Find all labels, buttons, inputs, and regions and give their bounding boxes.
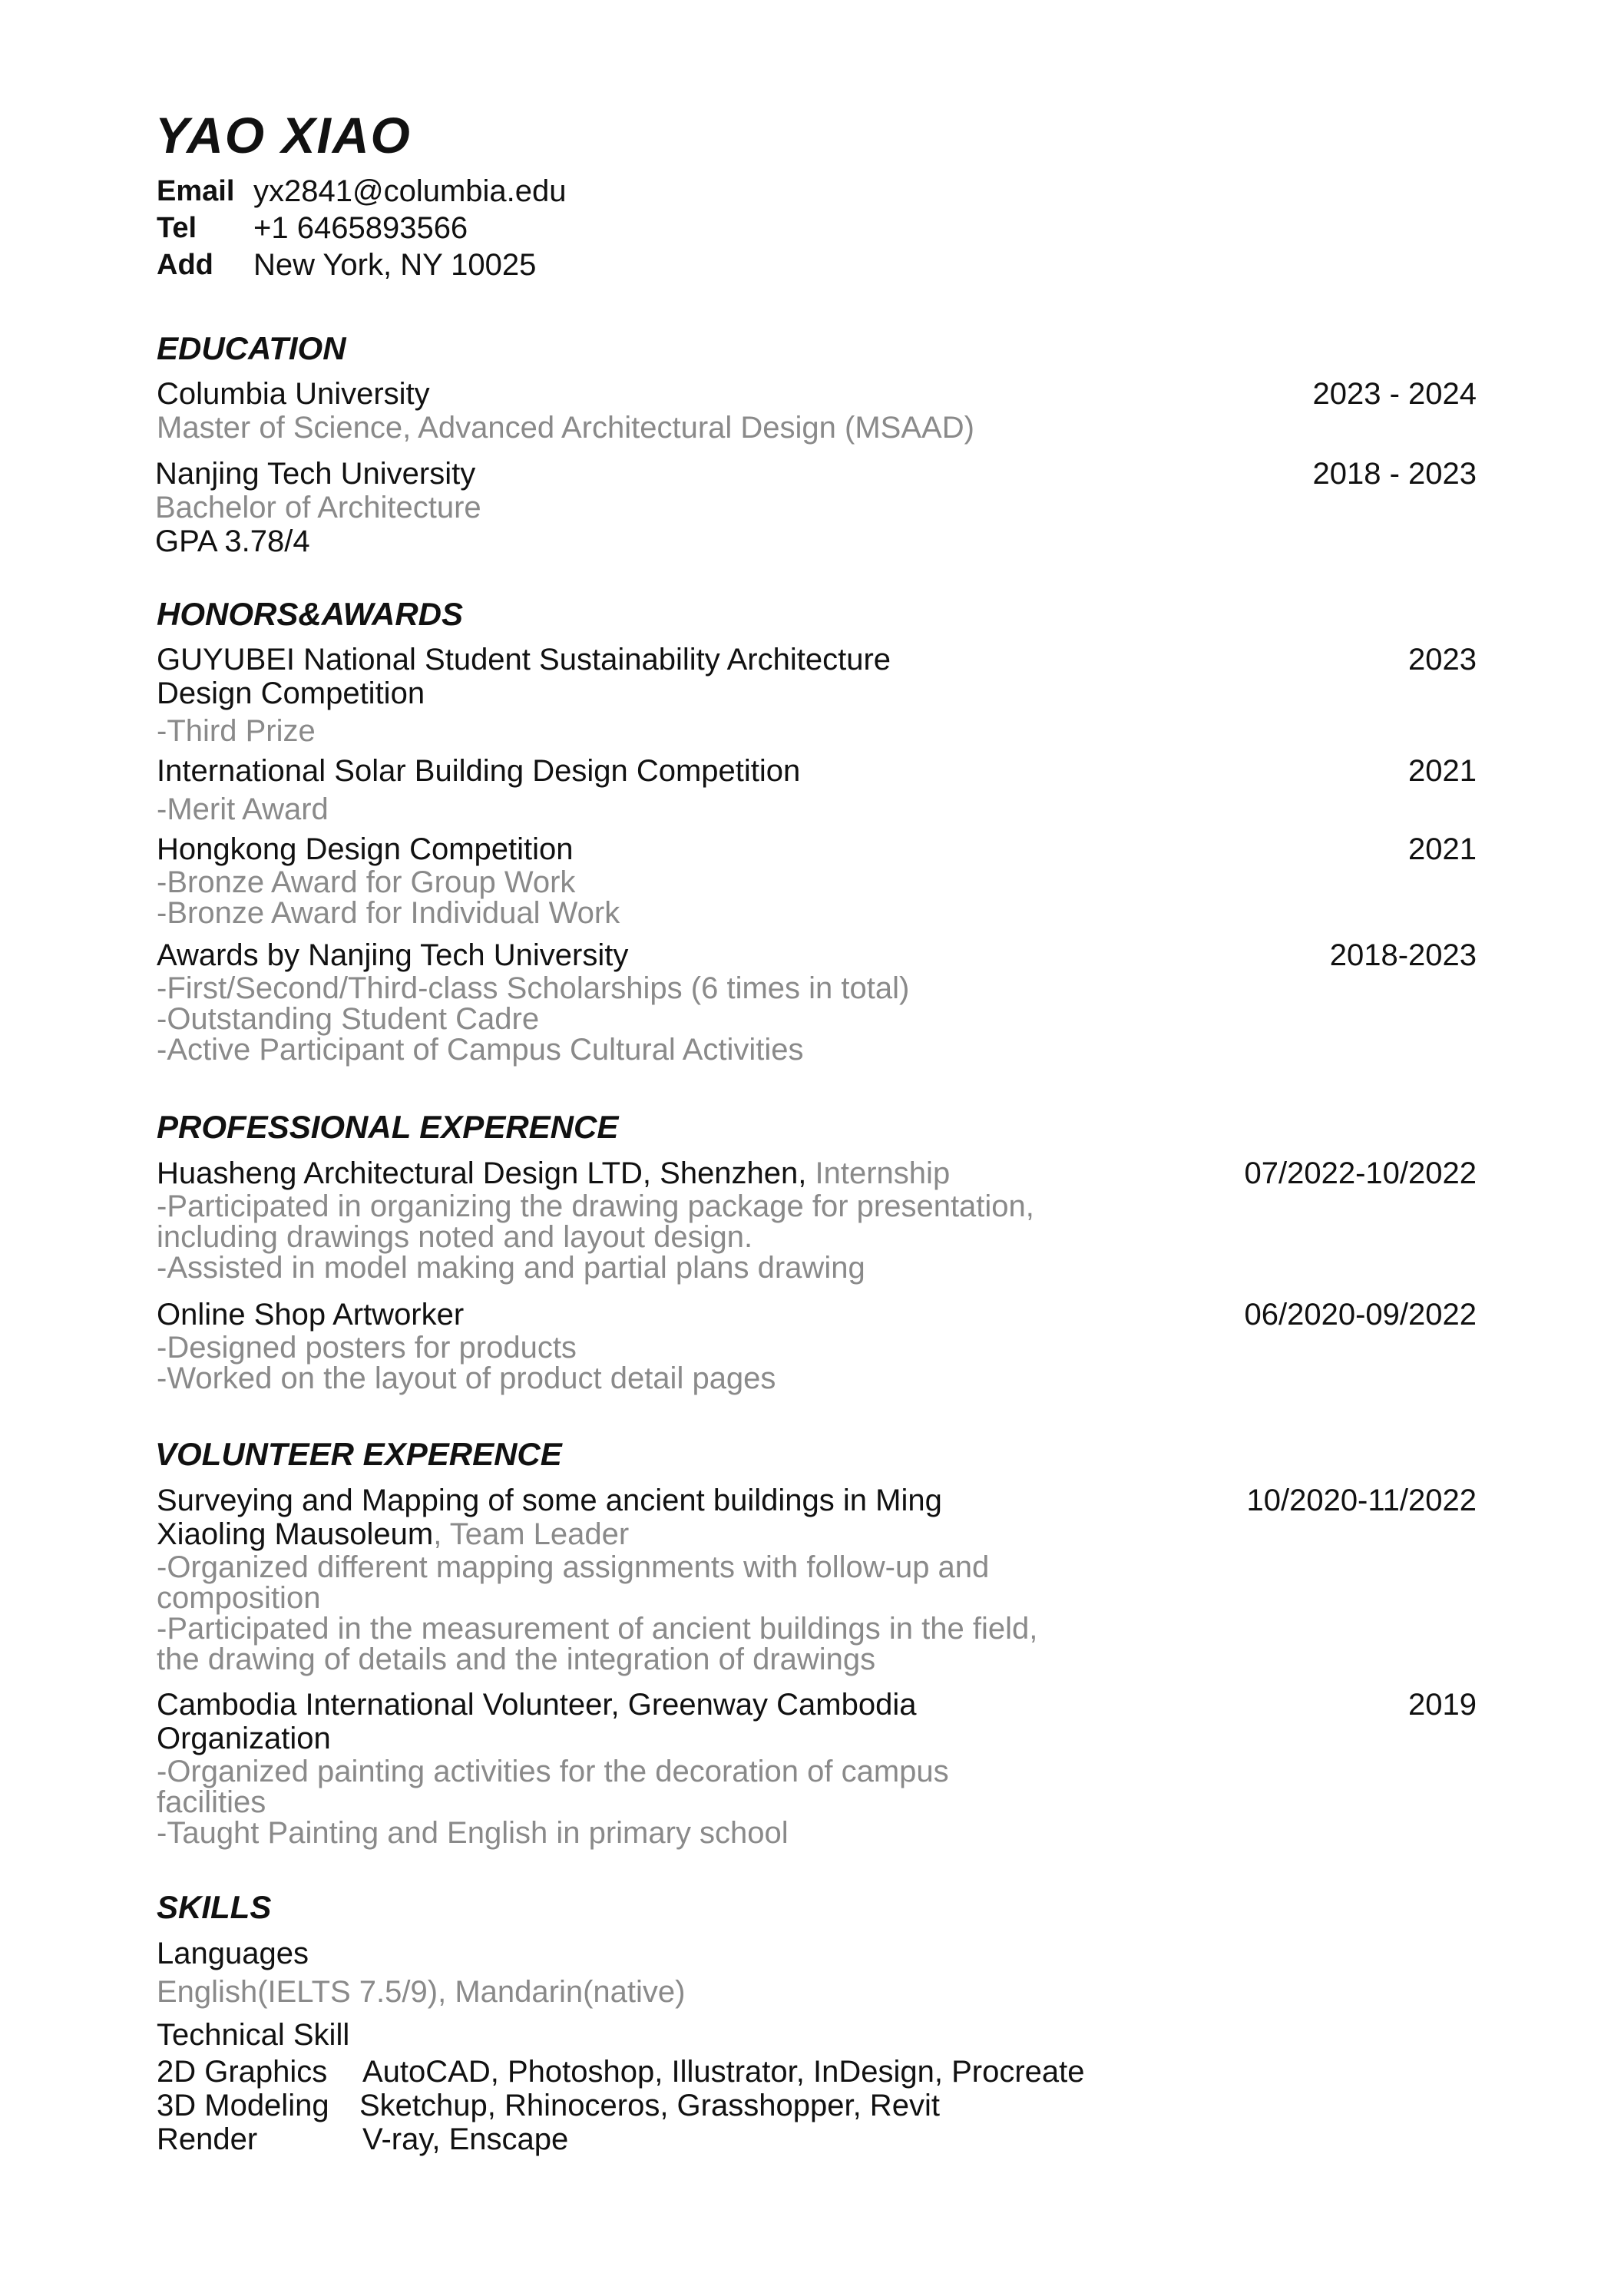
- job-detail: -Designed posters for products: [157, 1331, 577, 1365]
- education-school: Columbia University: [157, 377, 430, 411]
- address-label: Add: [157, 249, 213, 281]
- award-date: 2018-2023: [1329, 938, 1477, 972]
- volunteer-detail: -Organized painting activities for the decoration of campus: [157, 1755, 949, 1788]
- volunteer-org: Surveying and Mapping of some ancient buildings in Ming: [157, 1484, 942, 1517]
- volunteer-role: , Team Leader: [433, 1517, 630, 1551]
- award-name: GUYUBEI National Student Sustainability Architecture: [157, 643, 891, 677]
- education-date: 2018 - 2023: [1312, 457, 1477, 491]
- skill-category: Render: [157, 2122, 258, 2156]
- tel-value: +1 6465893566: [253, 211, 468, 245]
- volunteer-detail: composition: [157, 1581, 321, 1615]
- volunteer-detail: -Participated in the measurement of ancient buildings in the field,: [157, 1612, 1038, 1646]
- award-name: International Solar Building Design Competition: [157, 754, 801, 788]
- honors-title: HONORS&AWARDS: [157, 596, 464, 632]
- award-name: Hongkong Design Competition: [157, 832, 574, 866]
- address-value: New York, NY 10025: [253, 248, 537, 282]
- volunteer-title: VOLUNTEER EXPERENCE: [155, 1436, 562, 1472]
- professional-title: PROFESSIONAL EXPERENCE: [157, 1109, 619, 1145]
- skills-title: SKILLS: [157, 1889, 272, 1925]
- job-date: 06/2020-09/2022: [1244, 1298, 1477, 1332]
- job-org: Huasheng Architectural Design LTD, Shenzhen,: [157, 1156, 807, 1190]
- award-date: 2021: [1408, 832, 1477, 866]
- volunteer-detail: -Organized different mapping assignments with follow-up and: [157, 1550, 990, 1584]
- award-detail: -First/Second/Third-class Scholarships (6 times in total): [157, 971, 910, 1005]
- languages-value: English(IELTS 7.5/9), Mandarin(native): [157, 1975, 686, 2009]
- award-detail: -Bronze Award for Individual Work: [157, 896, 620, 930]
- job-detail: -Assisted in model making and partial plans drawing: [157, 1251, 865, 1285]
- award-date: 2021: [1408, 754, 1477, 788]
- job-org: Online Shop Artworker: [157, 1298, 465, 1332]
- skill-category: 3D Modeling: [157, 2089, 329, 2122]
- skill-tools: Sketchup, Rhinoceros, Grasshopper, Revit: [359, 2089, 940, 2122]
- award-detail: -Merit Award: [157, 792, 329, 826]
- skill-tools: AutoCAD, Photoshop, Illustrator, InDesign, Procreate: [362, 2055, 1085, 2089]
- education-school: Nanjing Tech University: [155, 457, 476, 491]
- tel-label: Tel: [157, 212, 197, 244]
- education-gpa: GPA 3.78/4: [155, 524, 310, 558]
- job-role: Internship: [806, 1156, 951, 1190]
- volunteer-org-cont: Organization: [157, 1722, 331, 1755]
- volunteer-detail: facilities: [157, 1785, 266, 1819]
- education-date: 2023 - 2024: [1312, 377, 1477, 411]
- volunteer-detail: the drawing of details and the integration of drawings: [157, 1643, 876, 1676]
- award-detail: -Active Participant of Campus Cultural Activities: [157, 1033, 804, 1067]
- job-detail: including drawings noted and layout design.: [157, 1220, 753, 1254]
- volunteer-org-cont: [157, 1517, 629, 1552]
- volunteer-date: 10/2020-11/2022: [1246, 1484, 1477, 1517]
- job-detail: -Worked on the layout of product detail pages: [157, 1361, 776, 1395]
- volunteer-date: 2019: [1408, 1688, 1477, 1722]
- award-detail: -Bronze Award for Group Work: [157, 865, 576, 899]
- skill-tools: V-ray, Enscape: [362, 2122, 569, 2156]
- volunteer-org-line2: Xiaoling Mausoleum: [157, 1517, 434, 1551]
- award-detail: -Third Prize: [157, 714, 316, 748]
- job-date: 07/2022-10/2022: [1244, 1156, 1477, 1190]
- volunteer-detail: -Taught Painting and English in primary school: [157, 1816, 789, 1850]
- volunteer-org: Cambodia International Volunteer, Greenway Cambodia: [157, 1688, 917, 1722]
- technical-label: Technical Skill: [157, 2018, 350, 2052]
- education-degree: Master of Science, Advanced Architectural Design (MSAAD): [157, 411, 974, 445]
- award-detail: -Outstanding Student Cadre: [157, 1002, 540, 1036]
- skill-category: 2D Graphics: [157, 2055, 328, 2089]
- education-degree: Bachelor of Architecture: [155, 491, 481, 524]
- award-name: Awards by Nanjing Tech University: [157, 938, 629, 972]
- email-label: Email: [157, 175, 235, 207]
- languages-label: Languages: [157, 1937, 309, 1970]
- award-date: 2023: [1408, 643, 1477, 677]
- job-detail: -Participated in organizing the drawing package for presentation,: [157, 1189, 1034, 1223]
- candidate-name: YAO XIAO: [155, 107, 412, 164]
- award-name-cont: Design Competition: [157, 677, 425, 710]
- education-title: EDUCATION: [157, 330, 346, 366]
- job-heading: [157, 1156, 950, 1191]
- email-value[interactable]: yx2841@columbia.edu: [253, 174, 567, 208]
